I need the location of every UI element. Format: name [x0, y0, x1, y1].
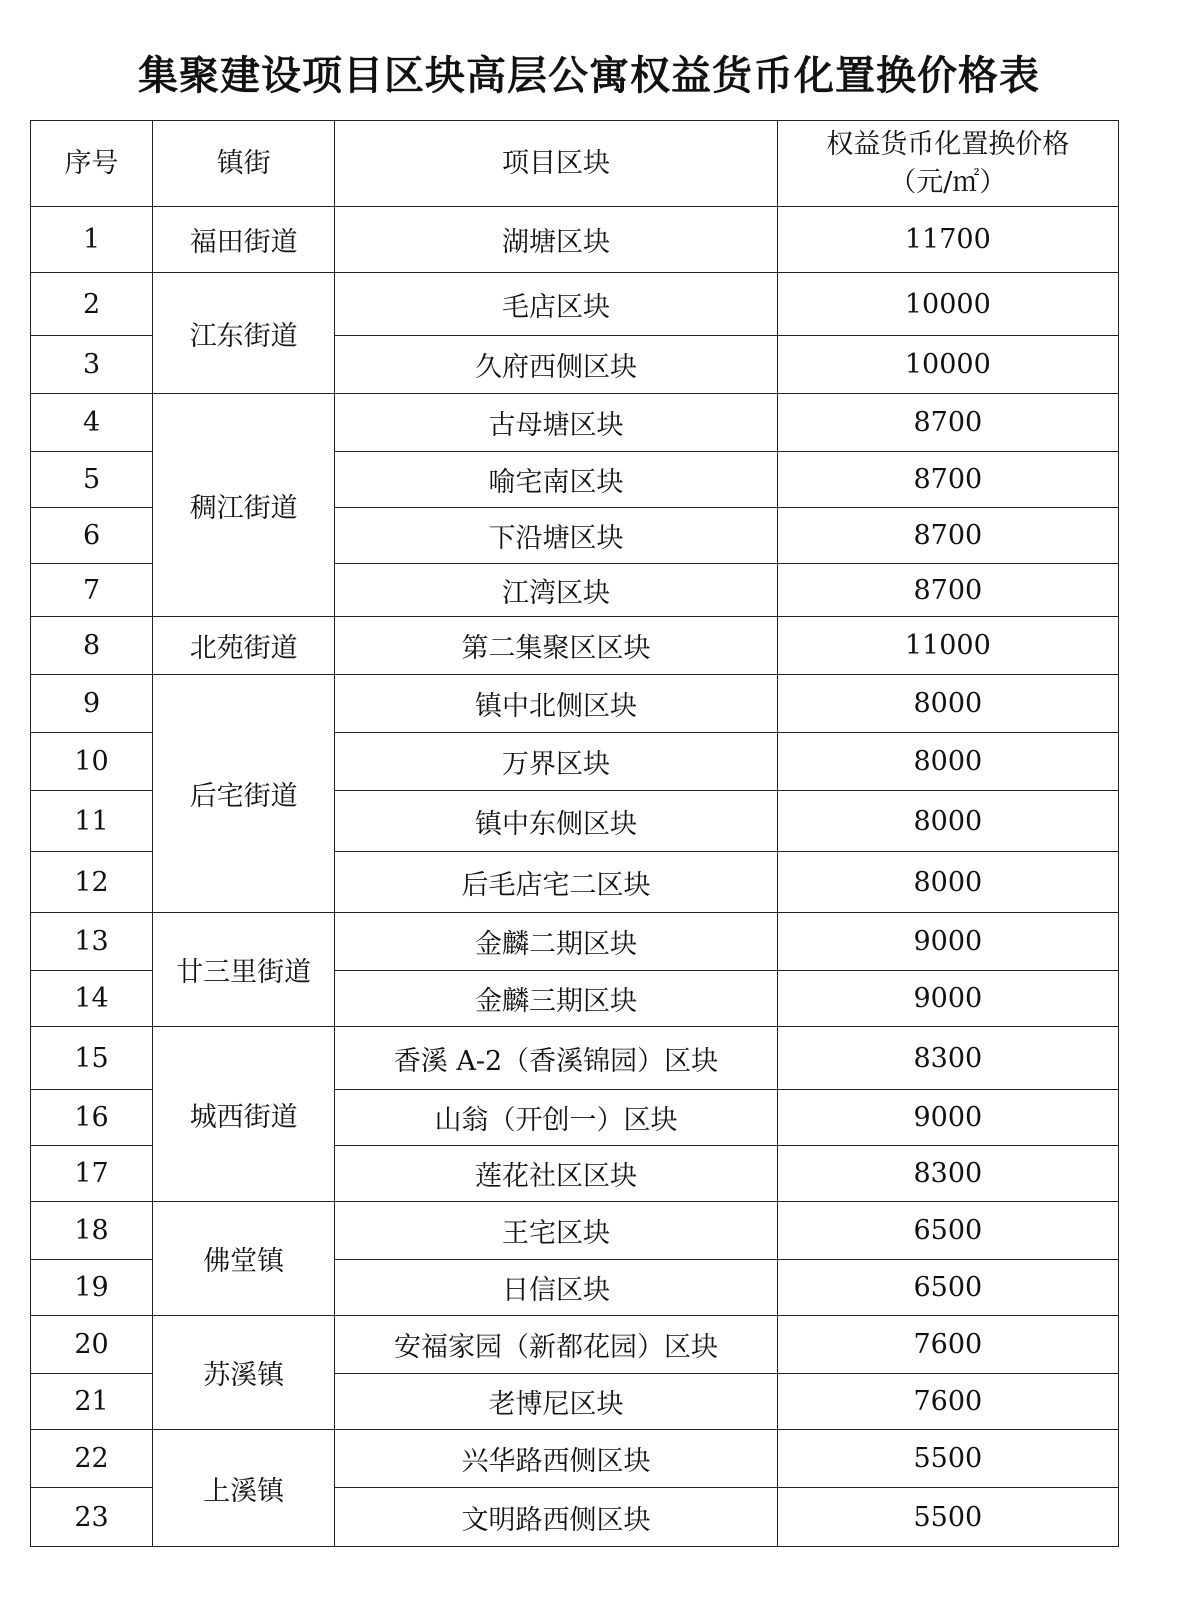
table-row — [31, 207, 1119, 273]
town-cell: 北苑街道 — [153, 617, 335, 675]
price-cell: 10000 — [777, 336, 1118, 394]
price-cell: 6500 — [777, 1202, 1118, 1260]
row-number: 12 — [31, 852, 153, 913]
project-cell: 山翁（开创一）区块 — [335, 1090, 777, 1146]
town-cell: 佛堂镇 — [153, 1202, 335, 1316]
row-number: 4 — [31, 394, 153, 452]
row-number: 18 — [31, 1202, 153, 1260]
town-cell: 江东街道 — [153, 273, 335, 394]
table-row — [31, 1202, 1119, 1260]
price-cell: 8000 — [777, 733, 1118, 791]
header-no: 序号 — [31, 121, 153, 207]
project-cell: 文明路西侧区块 — [335, 1488, 777, 1547]
price-cell: 8700 — [777, 508, 1118, 564]
price-cell: 7600 — [777, 1374, 1118, 1430]
table-body — [31, 207, 1119, 1547]
project-cell: 古母塘区块 — [335, 394, 777, 452]
project-cell: 下沿塘区块 — [335, 508, 777, 564]
table-row — [31, 617, 1119, 675]
row-number: 20 — [31, 1316, 153, 1374]
row-number: 16 — [31, 1090, 153, 1146]
table-row — [31, 1430, 1119, 1488]
table-row — [31, 1027, 1119, 1090]
price-cell: 10000 — [777, 273, 1118, 336]
project-cell: 兴华路西侧区块 — [335, 1430, 777, 1488]
town-cell: 城西街道 — [153, 1027, 335, 1202]
table-row — [31, 675, 1119, 733]
row-number: 6 — [31, 508, 153, 564]
town-cell: 福田街道 — [153, 207, 335, 273]
project-cell: 久府西侧区块 — [335, 336, 777, 394]
project-cell: 安福家园（新都花园）区块 — [335, 1316, 777, 1374]
project-cell: 金麟二期区块 — [335, 913, 777, 971]
page-title: 集聚建设项目区块高层公寓权益货币化置换价格表 — [138, 53, 1040, 99]
project-cell: 日信区块 — [335, 1260, 777, 1316]
row-number: 9 — [31, 675, 153, 733]
price-cell: 8000 — [777, 675, 1118, 733]
row-number: 10 — [31, 733, 153, 791]
price-cell: 9000 — [777, 1090, 1118, 1146]
project-cell: 镇中北侧区块 — [335, 675, 777, 733]
project-cell: 第二集聚区区块 — [335, 617, 777, 675]
table-row — [31, 273, 1119, 336]
town-cell: 上溪镇 — [153, 1430, 335, 1547]
header-project: 项目区块 — [335, 121, 777, 207]
price-cell: 5500 — [777, 1430, 1118, 1488]
town-cell: 后宅街道 — [153, 675, 335, 913]
row-number: 11 — [31, 791, 153, 852]
project-cell: 后毛店宅二区块 — [335, 852, 777, 913]
price-cell: 8000 — [777, 852, 1118, 913]
header-price — [777, 121, 1118, 207]
price-cell: 6500 — [777, 1260, 1118, 1316]
table-row — [31, 913, 1119, 971]
project-cell: 香溪 A-2（香溪锦园）区块 — [335, 1027, 777, 1090]
row-number: 7 — [31, 564, 153, 617]
row-number: 2 — [31, 273, 153, 336]
row-number: 15 — [31, 1027, 153, 1090]
price-cell: 8300 — [777, 1027, 1118, 1090]
row-number: 8 — [31, 617, 153, 675]
project-cell: 湖塘区块 — [335, 207, 777, 273]
project-cell: 莲花社区区块 — [335, 1146, 777, 1202]
town-cell: 稠江街道 — [153, 394, 335, 617]
row-number: 23 — [31, 1488, 153, 1547]
project-cell: 镇中东侧区块 — [335, 791, 777, 852]
price-table — [30, 120, 1119, 1547]
row-number: 13 — [31, 913, 153, 971]
price-cell: 8700 — [777, 394, 1118, 452]
project-cell: 万界区块 — [335, 733, 777, 791]
price-cell: 9000 — [777, 913, 1118, 971]
project-cell: 王宅区块 — [335, 1202, 777, 1260]
header-price-line1: 权益货币化置换价格 — [826, 128, 1070, 160]
price-cell: 8000 — [777, 791, 1118, 852]
project-cell: 毛店区块 — [335, 273, 777, 336]
row-number: 5 — [31, 452, 153, 508]
row-number: 17 — [31, 1146, 153, 1202]
project-cell: 老博尼区块 — [335, 1374, 777, 1430]
row-number: 3 — [31, 336, 153, 394]
price-cell: 5500 — [777, 1488, 1118, 1547]
row-number: 14 — [31, 971, 153, 1027]
town-cell: 廿三里街道 — [153, 913, 335, 1027]
header-row — [31, 121, 1119, 207]
price-cell: 8700 — [777, 452, 1118, 508]
header-town: 镇街 — [153, 121, 335, 207]
row-number: 1 — [31, 207, 153, 273]
table-row — [31, 1316, 1119, 1374]
row-number: 22 — [31, 1430, 153, 1488]
town-cell: 苏溪镇 — [153, 1316, 335, 1430]
project-cell: 江湾区块 — [335, 564, 777, 617]
price-cell: 8700 — [777, 564, 1118, 617]
price-cell: 9000 — [777, 971, 1118, 1027]
table-row — [31, 394, 1119, 452]
row-number: 21 — [31, 1374, 153, 1430]
price-cell: 7600 — [777, 1316, 1118, 1374]
project-cell: 喻宅南区块 — [335, 452, 777, 508]
price-cell: 11000 — [777, 617, 1118, 675]
project-cell: 金麟三期区块 — [335, 971, 777, 1027]
row-number: 19 — [31, 1260, 153, 1316]
header-price-line2: （元/㎡） — [889, 166, 1007, 198]
price-cell: 11700 — [777, 207, 1118, 273]
price-cell: 8300 — [777, 1146, 1118, 1202]
